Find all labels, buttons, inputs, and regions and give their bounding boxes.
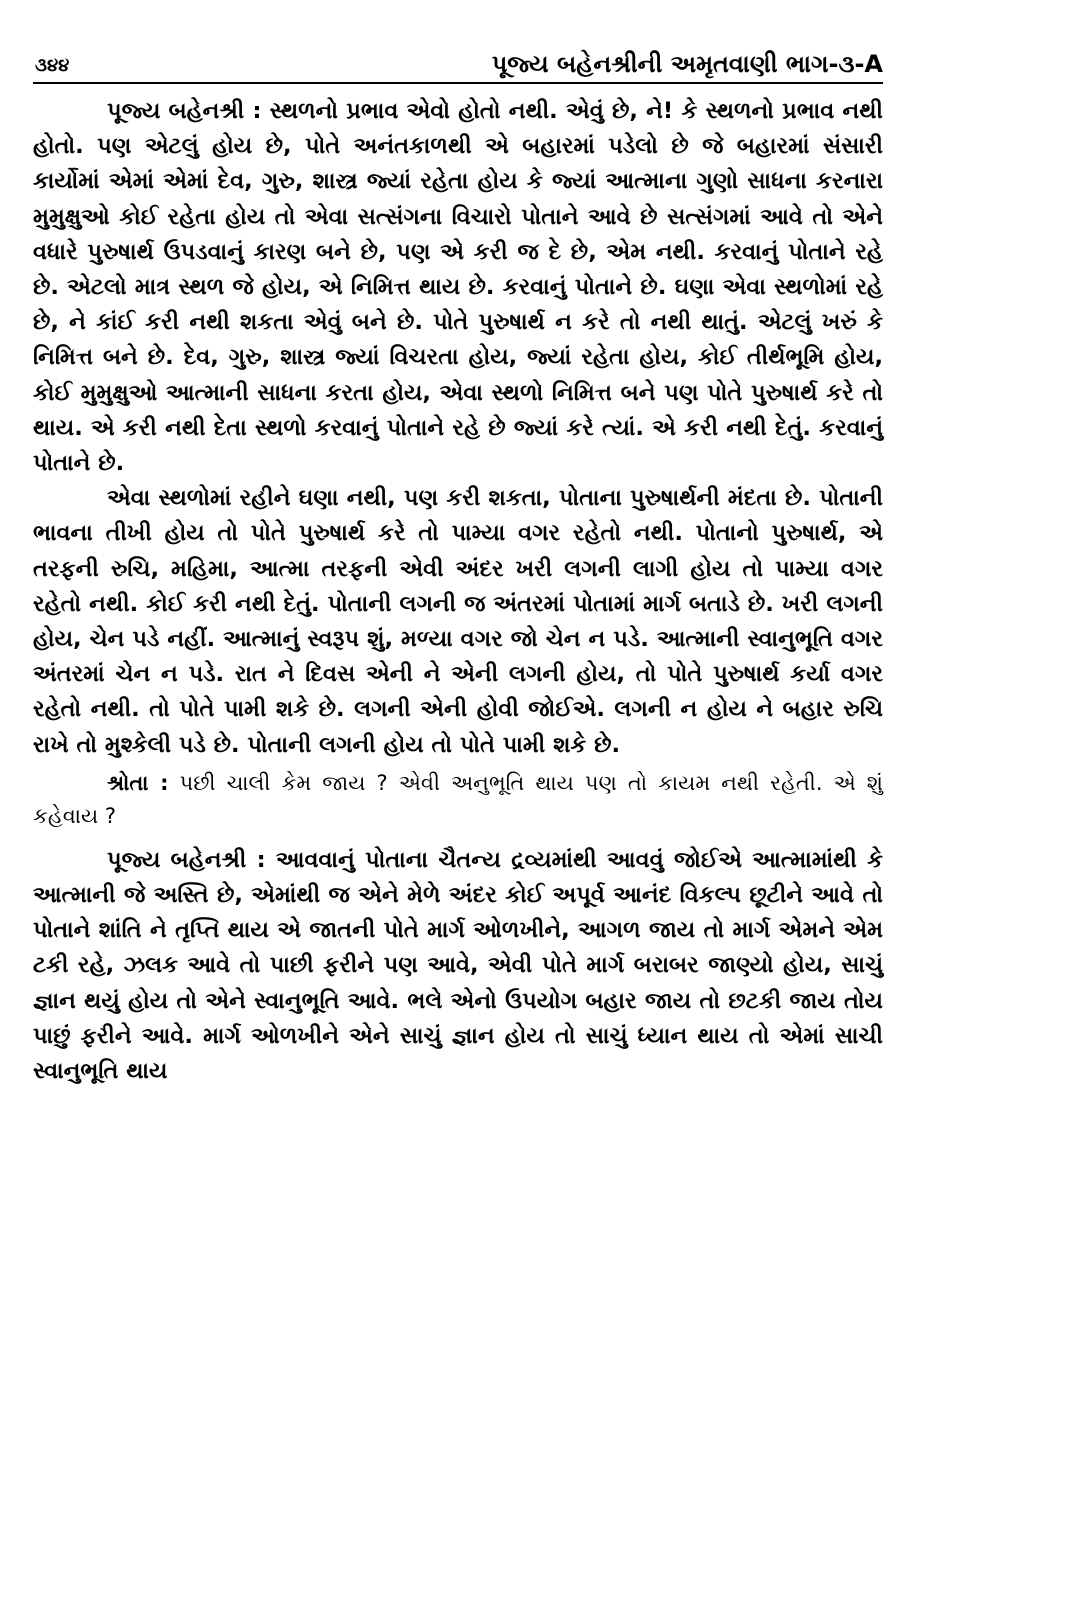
speaker-label: પૂજ્ય બહેનશ્રી : <box>107 98 262 124</box>
body-text <box>33 94 883 1089</box>
paragraph-text: પછી ચાલી કેમ જાય ? એવી અનુભૂતિ થાય પણ તો કાયમ નથી રહેતી. એ શું કહેવાય ? <box>33 770 884 828</box>
paragraph-text: એવા સ્થળોમાં રહીને ઘણા નથી, પણ કરી શકતા, પોતાના પુરુષાર્થની મંદતા છે. પોતાની ભાવના તીખી હોય તો પોતે પુરુષાર્થ કરે તો પામ્યા વગર રહેતો નથી. પોતાનો પુરુષાર્થ, એ તરફની રુચિ, મહિમા, આત્મા તરફની એવી અંદર ખરી લગની લાગી હોય તો પામ્યા વગર રહેતો નથી. કોઈ કરી નથી દેતું. પોતાની લગની જ અંતરમાં પોતામાં માર્ગ બતાડે છે. ખરી લગની હોય, ચેન પડે નહીં. આત્માનું સ્વરૂપ શું, મળ્યા વગર જો ચેન ન પડે. આત્માની સ્વાનુભૂતિ વગર અંતરમાં ચેન ન પડે. રાત ને દિવસ એની ને એની લગની હોય, તો પોતે પુરુષાર્થ કર્યા વગર રહેતો નથી. તો પોતે પામી શકે છે. લગની એની હોવી જોઈએ. લગની ન હોય ને બહાર રુચિ રાખે તો મુશ્કેલી પડે છે. પોતાની લગની હોય તો પોતે પામી શકે છે. <box>33 485 883 758</box>
page-header <box>33 40 883 84</box>
paragraph-continuation <box>33 481 883 763</box>
speaker-label: શ્રોતા : <box>107 770 169 795</box>
paragraph-speaker-bahenshri-1 <box>33 94 883 481</box>
paragraph-speaker-bahenshri-2 <box>33 843 883 1089</box>
paragraph-listener-question <box>33 767 883 833</box>
speaker-label: પૂજ્ય બહેનશ્રી : <box>107 846 266 873</box>
page-number: ૩૪૪ <box>35 55 70 76</box>
running-title: પૂજ્ય બહેનશ્રીની અમૃતવાણી ભાગ-૩-A <box>491 50 883 78</box>
book-page <box>33 40 883 1089</box>
paragraph-text: આવવાનું પોતાના ચૈતન્ય દ્રવ્યમાંથી આવવું જોઈએ આત્મામાંથી કે આત્માની જે અસ્તિ છે, એમાંથી જ એને મેળે અંદર કોઈ અપૂર્વ આનંદ વિકલ્પ છૂટીને આવે તો પોતાને શાંતિ ને તૃપ્તિ થાય એ જાતની પોતે માર્ગ ઓળખીને, આગળ જાય તો માર્ગ એમને એમ ટકી રહે, ઝલક આવે તો પાછી ફરીને પણ આવે, એવી પોતે માર્ગ બરાબર જાણ્યો હોય, સાચું જ્ઞાન થયું હોય તો એને સ્વાનુભૂતિ આવે. ભલે એનો ઉપયોગ બહાર જાય તો છટકી જાય તોય પાછું ફરીને આવે. માર્ગ ઓળખીને એને સાચું જ્ઞાન હોય તો સાચું ધ્યાન થાય તો એમાં સાચી સ્વાનુભૂતિ થાય <box>33 846 883 1085</box>
paragraph-text: સ્થળનો પ્રભાવ એવો હોતો નથી. એવું છે, ને! કે સ્થળનો પ્રભાવ નથી હોતો. પણ એટલું હોય છે, પોતે અનંતકાળથી એ બહારમાં પડેલો છે જે બહારમાં સંસારી કાર્યોમાં એમાં એમાં દેવ, ગુરુ, શાસ્ત્ર જ્યાં રહેતા હોય કે જ્યાં આત્માના ગુણો સાધના કરનારા મુમુક્ષુઓ કોઈ રહેતા હોય તો એવા સત્સંગના વિચારો પોતાને આવે છે સત્સંગમાં આવે તો એને વધારે પુરુષાર્થ ઉપડવાનું કારણ બને છે, પણ એ કરી જ દે છે, એમ નથી. કરવાનું પોતાને રહે છે. એટલો માત્ર સ્થળ જે હોય, એ નિમિત્ત થાય છે. કરવાનું પોતાને છે. ઘણા એવા સ્થળોમાં રહે છે, ને કાંઈ કરી નથી શકતા એવું બને છે. પોતે પુરુષાર્થ ન કરે તો નથી થાતું. એટલું ખરું કે નિમિત્ત બને છે. દેવ, ગુરુ, શાસ્ત્ર જ્યાં વિચરતા હોય, જ્યાં રહેતા હોય, કોઈ તીર્થભૂમિ હોય, કોઈ મુમુક્ષુઓ આત્માની સાધના કરતા હોય, એવા સ્થળો નિમિત્ત બને પણ પોતે પુરુષાર્થ કરે તો થાય. એ કરી નથી દેતા સ્થળો કરવાનું પોતાને રહે છે જ્યાં કરે ત્યાં. એ કરી નથી દેતું. કરવાનું પોતાને છે. <box>33 98 883 477</box>
